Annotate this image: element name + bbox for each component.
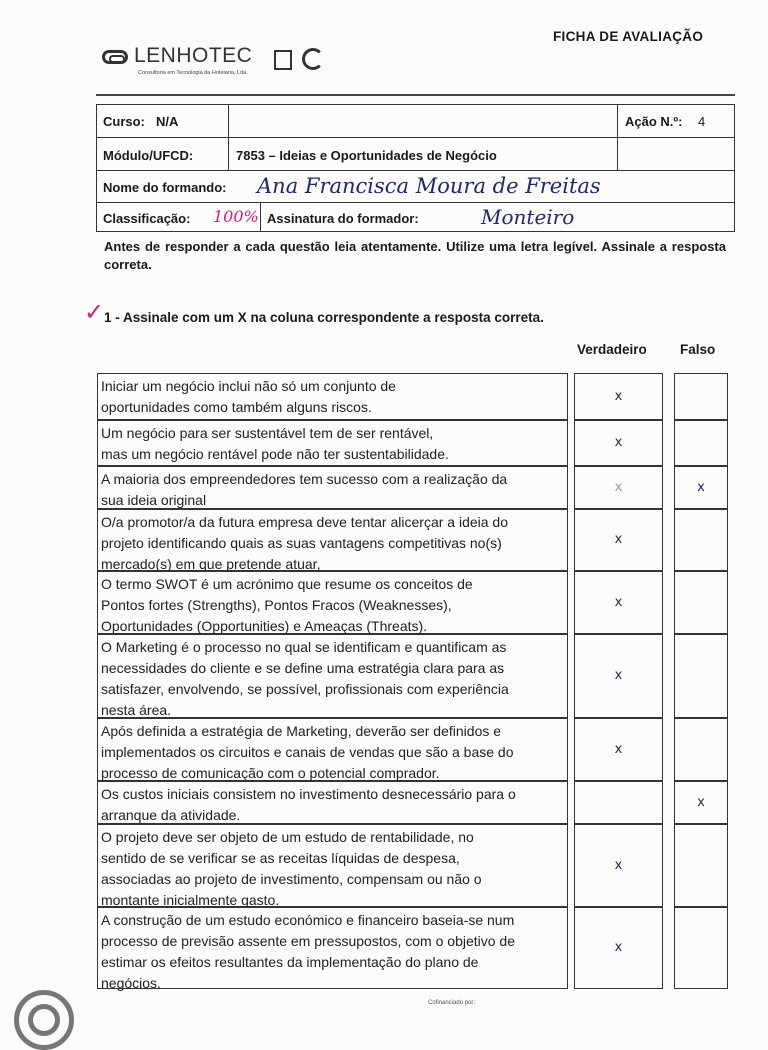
false-answer-box[interactable]	[674, 718, 728, 781]
answer-mark: x	[614, 939, 623, 955]
acao-value: 4	[698, 114, 706, 129]
false-answer-box[interactable]	[674, 634, 728, 718]
statement-text: Um negócio para ser sustentável tem de ser rentável, mas um negócio rentável pode não ter sustentabilidade.	[101, 425, 449, 462]
checkmark-icon: ✓	[84, 298, 105, 326]
answer-mark: x	[614, 667, 623, 683]
nome-label: Nome do formando:	[103, 180, 227, 195]
true-answer-box[interactable]	[574, 420, 663, 466]
modulo-cell	[96, 137, 229, 171]
cofinanced-label: Cofinanciado por:	[428, 1000, 476, 1006]
answer-mark: x	[614, 531, 623, 547]
true-answer-box[interactable]	[574, 571, 663, 634]
true-answer-box[interactable]	[574, 824, 663, 907]
statement-text: O Marketing é o processo no qual se identificam e quantificam as necessidades do cliente e se define uma estratégia clara para as satisfazer, envolvendo, se possível, profissionais com experiência nesta área.	[101, 639, 509, 718]
answer-mark: x	[614, 434, 623, 450]
statement-cell	[97, 373, 568, 420]
false-answer-box[interactable]	[674, 373, 728, 420]
true-answer-box[interactable]	[574, 509, 663, 571]
document-title: FICHA DE AVALIAÇÃO	[553, 29, 704, 44]
lenhotec-logo	[102, 44, 362, 84]
curso-label: Curso:	[103, 114, 145, 129]
statement-cell	[97, 718, 568, 781]
question-title: 1 - Assinale com um X na coluna correspondente a resposta correta.	[104, 310, 544, 325]
classificacao-cell	[96, 202, 261, 232]
true-answer-box[interactable]	[574, 907, 663, 989]
logo-ring-icon	[102, 50, 128, 64]
classificacao-value: 100%	[213, 207, 259, 226]
statement-text: A construção de um estudo económico e financeiro baseia-se num processo de previsão assente em pressupostos, com o objetivo de estimar os efeitos resultantes da implementação do plano de negócios.	[101, 912, 516, 991]
modulo-blank-cell	[617, 137, 735, 171]
false-answer-box[interactable]	[674, 420, 728, 466]
false-answer-box[interactable]	[674, 571, 728, 634]
statement-cell	[97, 420, 568, 466]
statement-cell	[97, 571, 568, 634]
modulo-value-cell	[228, 137, 618, 171]
statement-text: O projeto deve ser objeto de um estudo de rentabilidade, no sentido de se verificar se as receitas líquidas de despesa, associadas ao projeto de investimento, compensam ou não o montante inicialmente gasto.	[101, 829, 482, 908]
statement-text: Após definida a estratégia de Marketing, deverão ser definidos e implementados os circuitos e canais de vendas que são a base do processo de comunicação com o potencial comprador.	[101, 723, 514, 781]
false-answer-box[interactable]	[674, 907, 728, 989]
true-answer-box[interactable]	[574, 718, 663, 781]
answer-mark: x	[614, 388, 623, 404]
statement-text: Iniciar um negócio inclui não só um conjunto de oportunidades como também alguns riscos.	[101, 378, 396, 415]
form-header-table	[96, 104, 735, 232]
assinatura-label: Assinatura do formador:	[267, 211, 419, 226]
header-divider	[96, 94, 735, 96]
answer-mark: x	[697, 794, 705, 810]
answer-mark: x	[614, 857, 623, 873]
column-header-false: Falso	[680, 342, 716, 357]
answer-mark: x	[614, 741, 623, 757]
statement-text: A maioria dos empreendedores tem sucesso com a realização da sua ideia original	[101, 471, 508, 508]
crossed-mark: x	[614, 479, 623, 495]
nome-cell	[96, 170, 735, 203]
acao-cell	[617, 104, 735, 138]
statement-cell	[97, 509, 568, 571]
true-answer-box[interactable]	[574, 634, 663, 718]
statement-cell	[97, 824, 568, 907]
statement-cell	[97, 781, 568, 824]
false-answer-box[interactable]	[674, 781, 728, 824]
curso-value: N/A	[156, 114, 179, 129]
answer-mark: x	[614, 594, 623, 610]
curso-blank-cell	[228, 104, 618, 138]
answer-mark: x	[697, 479, 705, 495]
statement-cell	[97, 466, 568, 509]
statement-text: O termo SWOT é um acrónimo que resume os conceitos de Pontos fortes (Strengths), Pontos Fracos (Weaknesses), Oportunidades (Opportunities) e Ameaças (Threats).	[101, 576, 473, 634]
true-answer-box[interactable]	[574, 466, 663, 509]
logo-wordmark: LENHOTEC	[134, 44, 253, 67]
statement-cell	[97, 634, 568, 718]
nome-value: Ana Francisca Moura de Freitas	[257, 174, 601, 198]
statement-text: O/a promotor/a da futura empresa deve tentar alicerçar a ideia do projeto identificando quais as suas vantagens competitivas no(s) mercado(s) em que pretende atuar,	[101, 514, 508, 572]
acao-label: Ação N.º:	[625, 114, 683, 129]
statement-text: Os custos iniciais consistem no investimento desnecessário para o arranque da atividade.	[101, 786, 516, 823]
assinatura-cell	[260, 202, 735, 232]
column-header-true: Verdadeiro	[577, 342, 647, 357]
assinatura-signature: Monteiro	[481, 205, 575, 229]
false-answer-box[interactable]	[674, 824, 728, 907]
certification-seal-icon	[274, 50, 292, 70]
modulo-value: 7853 – Ideias e Oportunidades de Negócio	[236, 148, 497, 163]
false-answer-box[interactable]	[674, 509, 728, 571]
certification-mark-icon	[302, 48, 324, 70]
true-answer-box[interactable]	[574, 373, 663, 420]
curso-cell	[96, 104, 229, 138]
false-answer-box[interactable]	[674, 466, 728, 509]
statement-cell	[97, 907, 568, 989]
logo-subtitle: Consultoria em Tecnologia da Hotelaria, Lda.	[138, 70, 248, 76]
footer-logo-icon	[14, 990, 74, 1050]
classificacao-label: Classificação:	[103, 211, 191, 226]
modulo-label: Módulo/UFCD:	[103, 148, 194, 163]
true-answer-box[interactable]	[574, 781, 663, 824]
instructions-text: Antes de responder a cada questão leia atentamente. Utilize uma letra legível. Assinale a resposta correta.	[104, 239, 726, 272]
